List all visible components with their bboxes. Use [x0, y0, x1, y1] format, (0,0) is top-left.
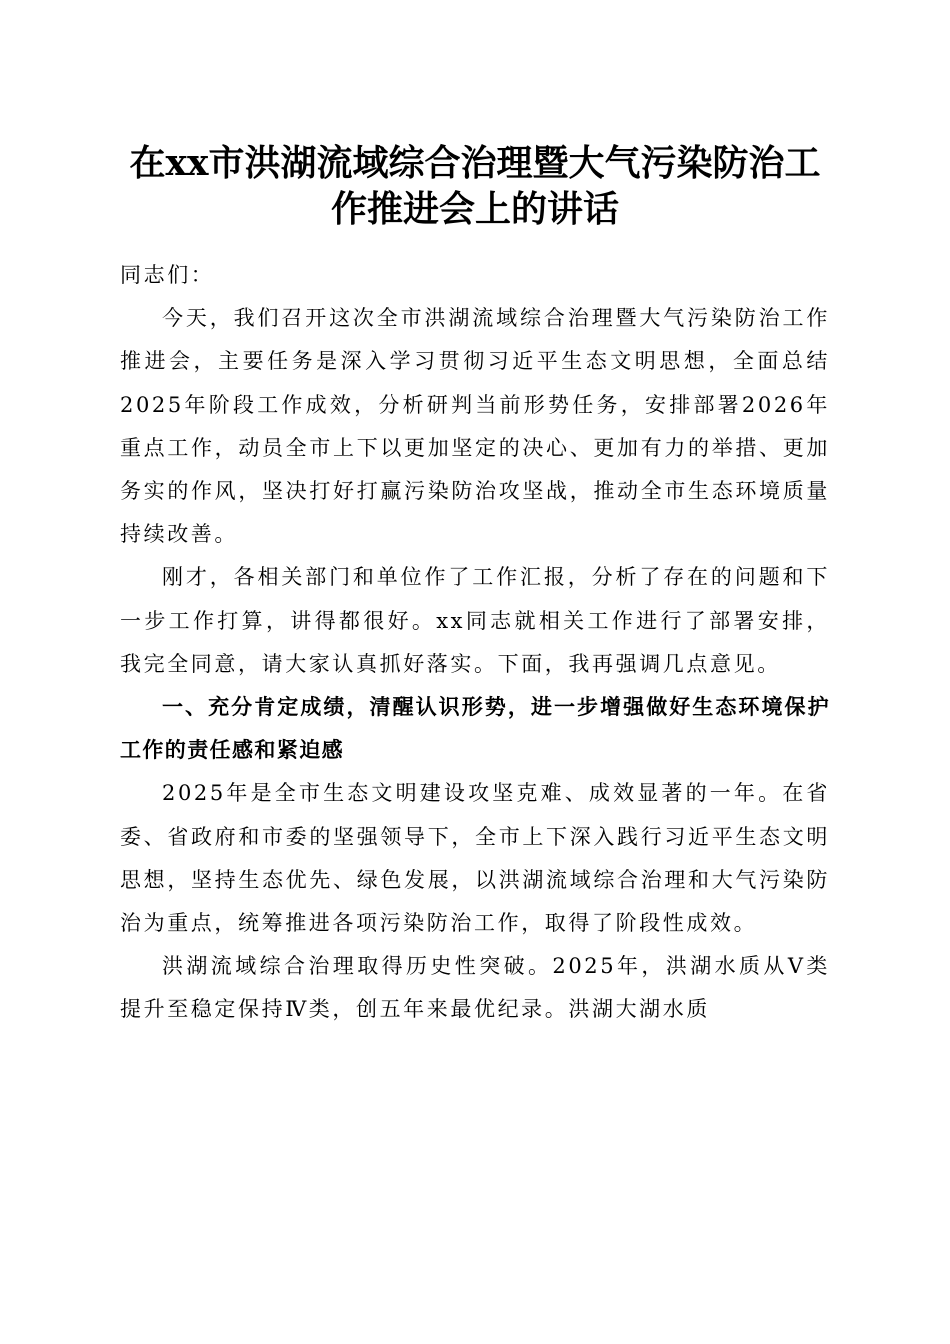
- paragraph-reports: 刚才，各相关部门和单位作了工作汇报，分析了存在的问题和下一步工作打算，讲得都很好。xx同志就相关工作进行了部署安排，我完全同意，请大家认真抓好落实。下面，我再强调几点意见。: [120, 565, 830, 676]
- section-heading-1: 一、充分肯定成绩，清醒认识形势，进一步增强做好生态环境保护工作的责任感和紧迫感: [120, 695, 830, 763]
- title-line-2: 作推进会上的讲话: [330, 188, 619, 230]
- salutation: 同志们：: [120, 263, 215, 287]
- document-body: [120, 254, 830, 1032]
- paragraph-achievements: 2025年是全市生态文明建设攻坚克难、成效显著的一年。在省委、省政府和市委的坚强领导下，全市上下深入践行习近平生态文明思想，坚持生态优先、绿色发展，以洪湖流域综合治理和大气污染防治为重点，统筹推进各项污染防治工作，取得了阶段性成效。: [120, 781, 830, 936]
- paragraph-opening: 今天，我们召开这次全市洪湖流域综合治理暨大气污染防治工作推进会，主要任务是深入学习贯彻习近平生态文明思想，全面总结2025年阶段工作成效，分析研判当前形势任务，安排部署2026年重点工作，动员全市上下以更加坚定的决心、更加有力的举措、更加务实的作风，坚决打好打赢污染防治攻坚战，推动全市生态环境质量持续改善。: [120, 306, 830, 547]
- title-line-1: 在xx市洪湖流域综合治理暨大气污染防治工: [129, 142, 821, 184]
- document-title: [110, 140, 840, 232]
- paragraph-honghu-breakthrough: 洪湖流域综合治理取得历史性突破。2025年，洪湖水质从Ⅴ类提升至稳定保持Ⅳ类，创五年来最优纪录。洪湖大湖水质: [120, 954, 830, 1022]
